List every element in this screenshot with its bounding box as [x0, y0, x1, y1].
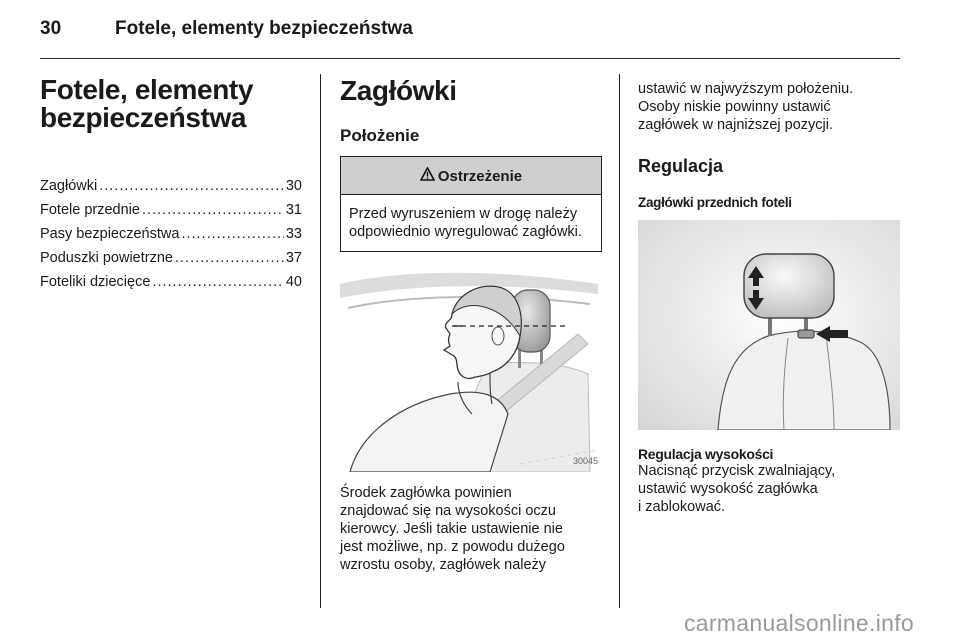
toc-entry[interactable] — [40, 198, 302, 222]
warning-header — [341, 157, 601, 195]
figure-code: 30045 — [572, 456, 598, 466]
text-line: znajdować się na wysokości oczu — [340, 503, 556, 519]
chapter-title — [40, 76, 302, 132]
chapter-title-line: Fotele, elementy — [40, 74, 254, 105]
toc-leader — [99, 174, 284, 198]
text-line: wzrostu osoby, zagłówek należy — [340, 557, 547, 573]
headrest-adjustment-illustration — [638, 220, 900, 430]
header-rule — [40, 58, 900, 59]
column-divider — [619, 74, 620, 608]
toc-label: Poduszki powietrzne — [40, 250, 173, 266]
toc-page: 37 — [285, 250, 302, 266]
toc-entry[interactable] — [40, 222, 302, 246]
watermark: carmanualsonline.info — [683, 610, 914, 636]
column-2 — [340, 72, 602, 574]
toc-entry[interactable] — [40, 174, 302, 198]
chapter-title-line: bezpieczeństwa — [40, 102, 247, 133]
text-line: Osoby niskie powinny ustawić — [638, 99, 831, 115]
column-3 — [638, 72, 900, 516]
warning-box — [340, 156, 602, 252]
toc-label: Fotele przednie — [40, 202, 140, 218]
text-line: Środek zagłówka powinien — [340, 485, 512, 501]
running-title: Fotele, elementy bezpieczeństwa — [115, 18, 413, 39]
driver-headrest-illustration — [340, 264, 602, 472]
column-divider — [320, 74, 321, 608]
text-line: ustawić wysokość zagłówka — [638, 481, 818, 497]
toc-leader — [142, 198, 284, 222]
text-line: ustawić w najwyższym położeniu. — [638, 81, 854, 97]
toc-entry[interactable] — [40, 270, 302, 294]
page-number: 30 — [40, 18, 62, 39]
toc-label: Zagłówki — [40, 178, 98, 194]
warning-text: Przed wyruszeniem w drogę należy odpowiednio wyregulować zagłówki. — [349, 206, 582, 240]
toc-leader — [181, 222, 283, 246]
text-line: Nacisnąć przycisk zwalniający, — [638, 463, 836, 479]
text-line: kierowcy. Jeśli takie ustawienie nie — [340, 521, 563, 537]
toc-label: Pasy bezpieczeństwa — [40, 226, 180, 242]
text-line: jest możliwe, np. z powodu dużego — [340, 539, 565, 555]
toc-page: 33 — [285, 226, 302, 242]
text-line: zagłówek w najniższej pozycji. — [638, 117, 834, 133]
body-paragraph — [340, 484, 602, 574]
toc-page: 30 — [285, 178, 302, 194]
warning-title: Ostrzeżenie — [437, 168, 523, 185]
subsection-title: Zagłówki przednich foteli — [638, 195, 792, 210]
subsection-title: Położenie — [340, 126, 420, 145]
text-line: i zablokować. — [638, 499, 726, 515]
table-of-contents — [40, 174, 302, 294]
toc-leader — [175, 246, 284, 270]
section-title: Zagłówki — [340, 75, 457, 106]
body-paragraph — [638, 462, 900, 516]
section-title: Regulacja — [638, 156, 724, 176]
toc-page: 40 — [285, 274, 302, 290]
warning-triangle-icon — [420, 167, 435, 186]
toc-entry[interactable] — [40, 246, 302, 270]
toc-label: Foteliki dziecięce — [40, 274, 151, 290]
caption-title: Regulacja wysokości — [638, 446, 774, 462]
toc-leader — [152, 270, 283, 294]
column-1 — [40, 72, 302, 294]
body-paragraph — [638, 80, 900, 134]
toc-page: 31 — [285, 202, 302, 218]
